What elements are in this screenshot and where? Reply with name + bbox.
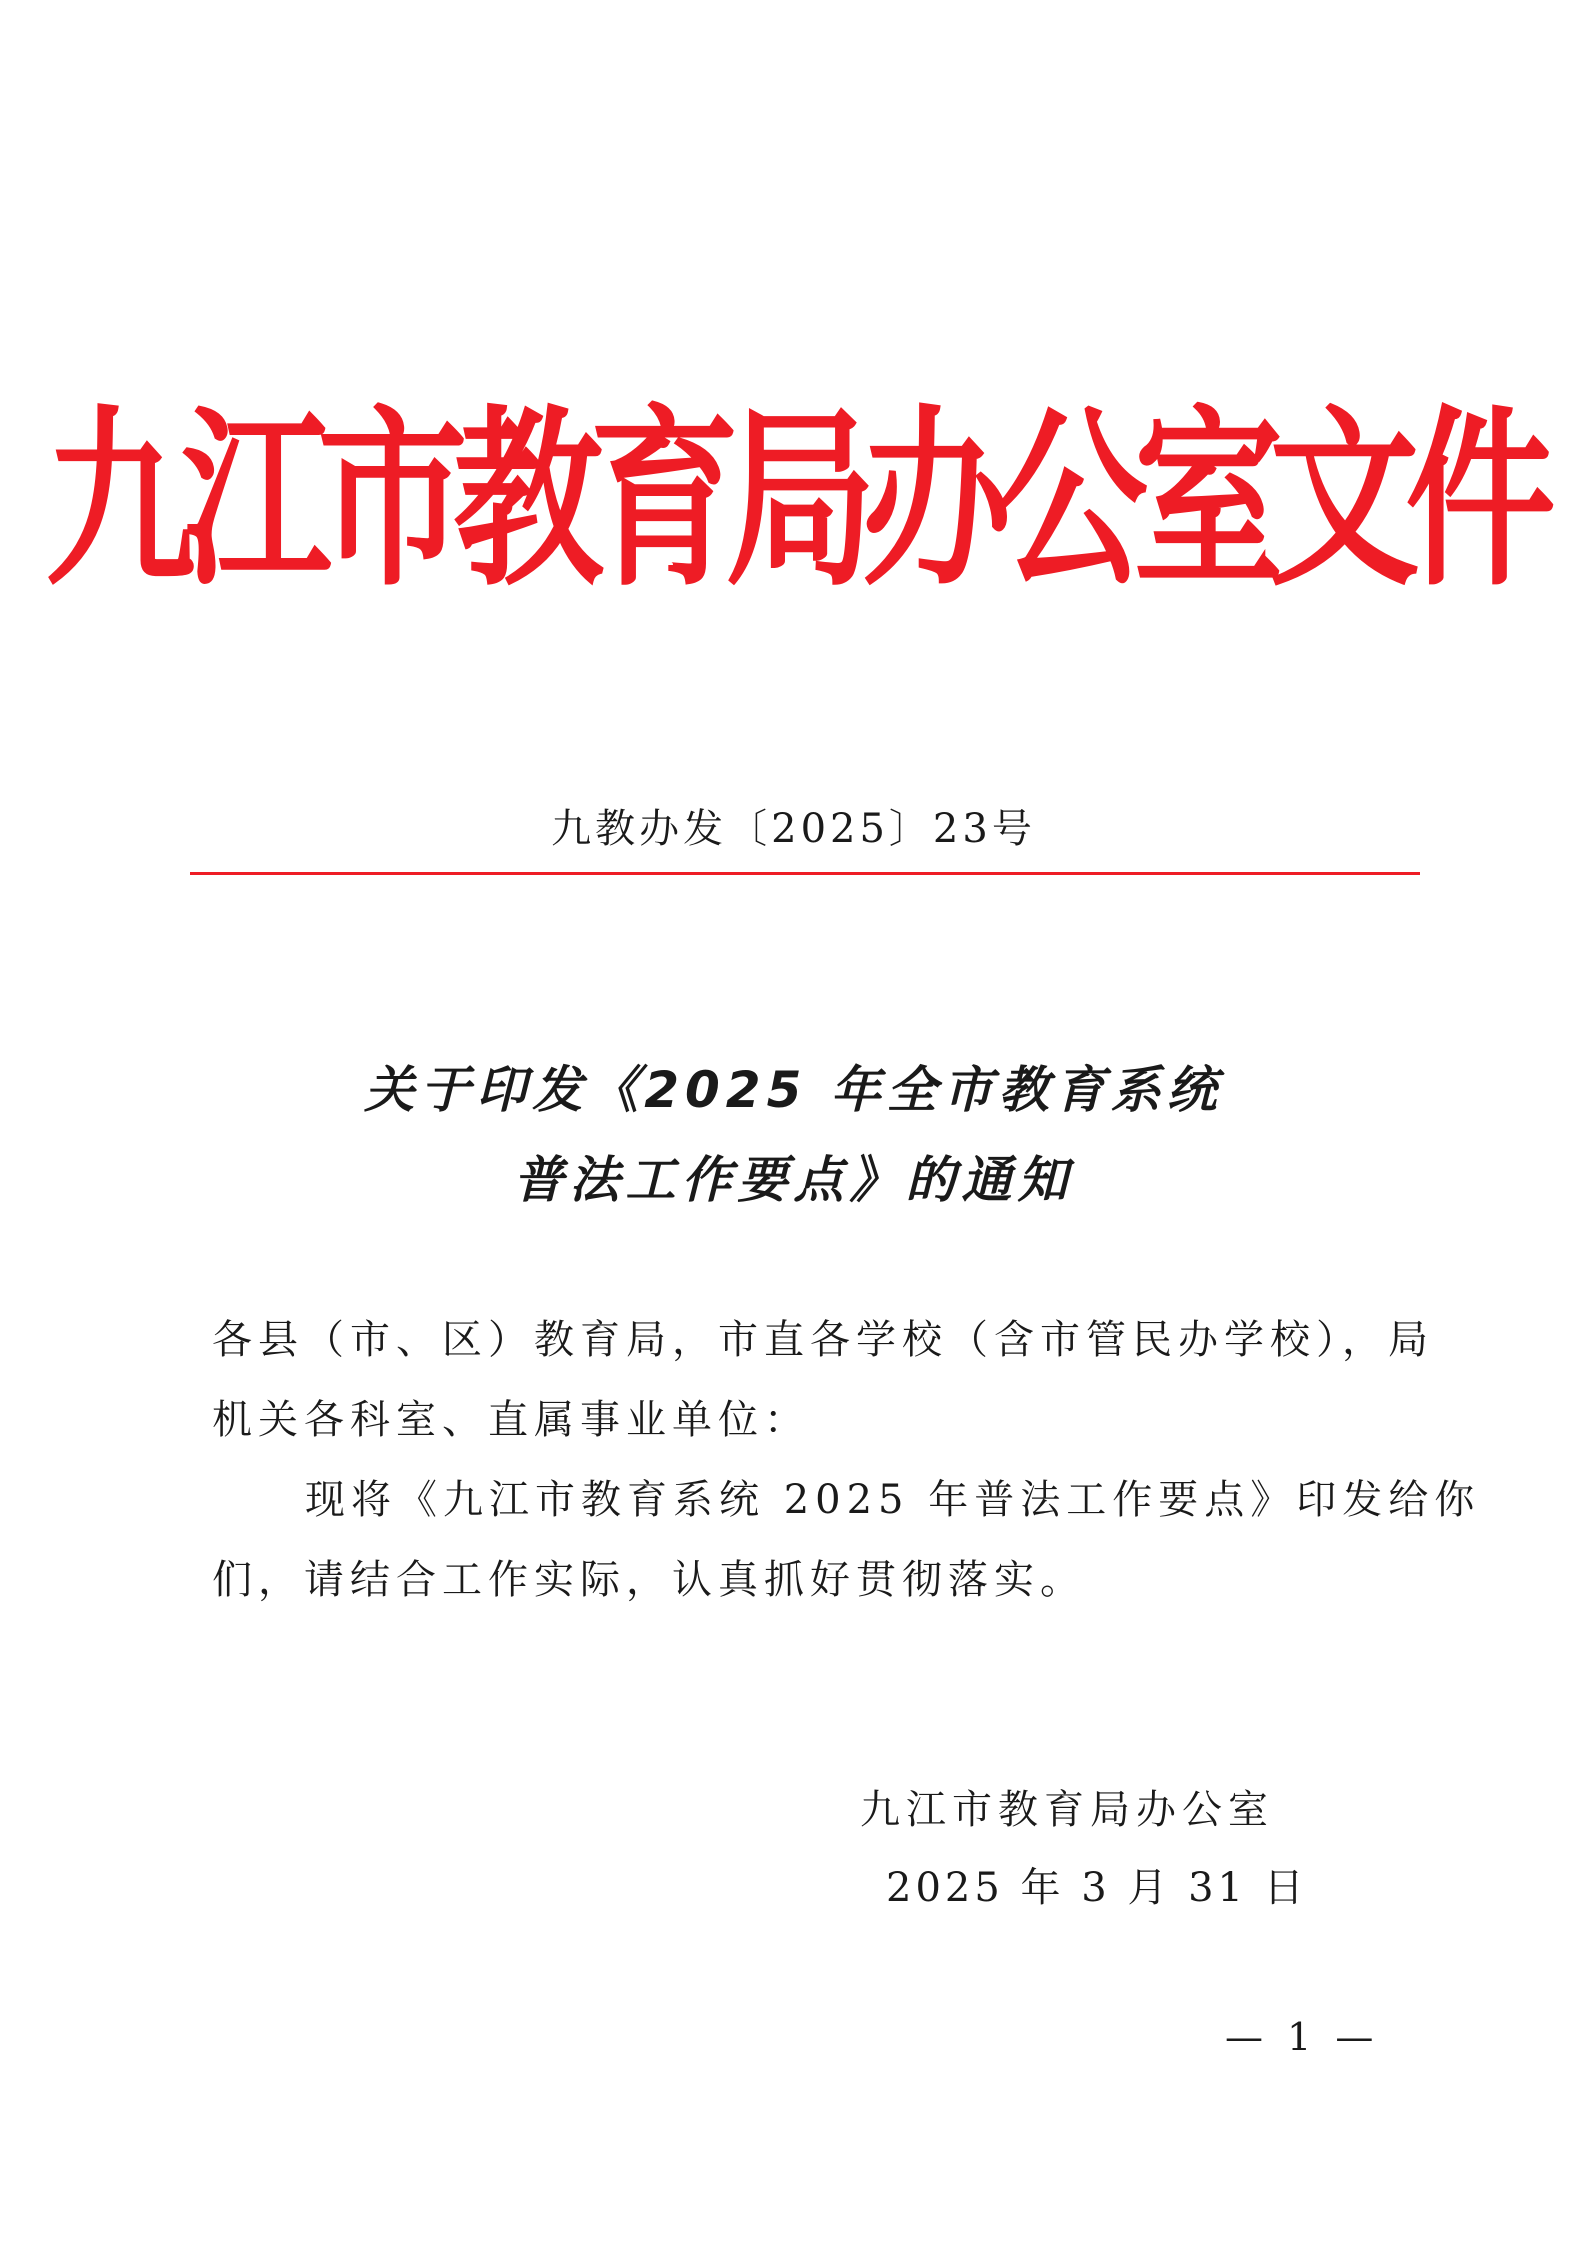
addressee-line-2: 机关各科室、直属事业单位： — [212, 1397, 810, 1443]
document-title-line-2: 普法工作要点》的通知 — [513, 1151, 1074, 1209]
red-divider-line — [190, 872, 1420, 875]
body-paragraph-line-2: 们，请结合工作实际，认真抓好贯彻落实。 — [212, 1557, 1086, 1603]
issuer-signature: 九江市教育局办公室 — [860, 1787, 1274, 1833]
body-paragraph-line-1: 现将《九江市教育系统 2025 年普法工作要点》印发给你 — [305, 1477, 1481, 1523]
document-number: 九教办发〔2025〕23号 — [551, 806, 1036, 852]
red-header-masthead: 九江市教育局办公室文件 — [45, 387, 1542, 613]
addressee-line-1: 各县（市、区）教育局，市直各学校（含市管民办学校），局 — [212, 1317, 1434, 1363]
page-number: — 1 — — [1225, 2015, 1380, 2059]
document-title-line-1: 关于印发《2025 年全市教育系统 — [364, 1061, 1223, 1119]
issue-date: 2025 年 3 月 31 日 — [886, 1865, 1308, 1911]
